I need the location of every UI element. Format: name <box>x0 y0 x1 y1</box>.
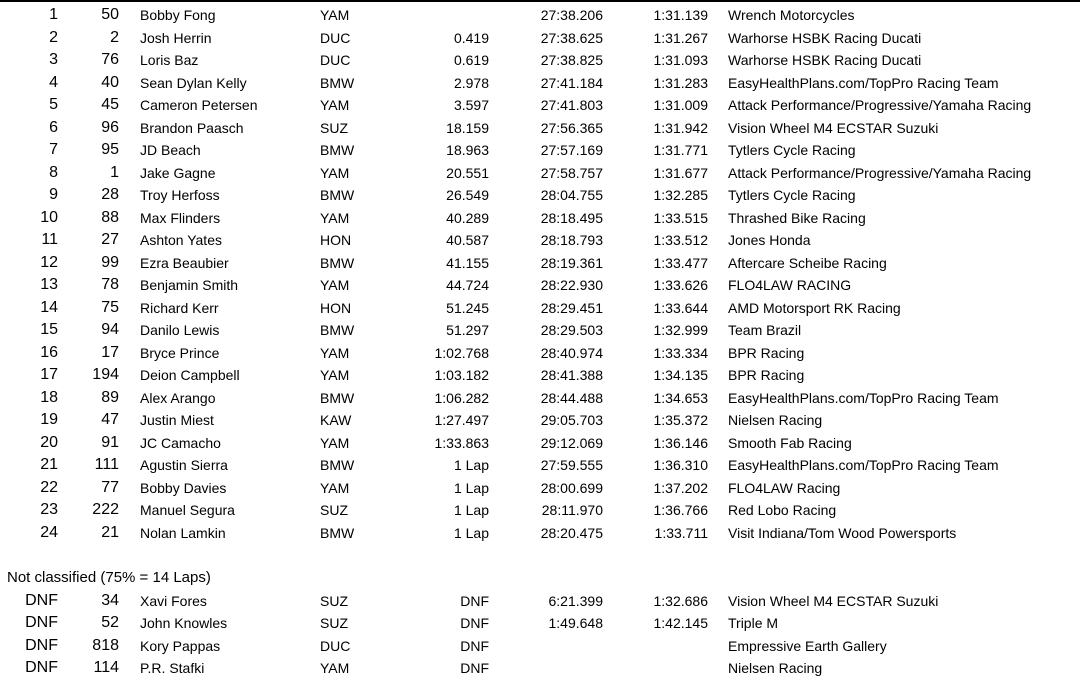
cell-pos: 5 <box>49 96 58 113</box>
result-row <box>0 297 1080 319</box>
cell-team: Empressive Earth Gallery <box>728 637 887 654</box>
cell-gap: 0.619 <box>453 52 489 68</box>
cell-team: Warhorse HSBK Racing Ducati <box>728 52 922 68</box>
cell-time: 28:29.503 <box>540 322 603 338</box>
cell-best: 1:32.285 <box>653 187 708 203</box>
cell-num: 50 <box>101 6 119 23</box>
cell-team: Tytlers Cycle Racing <box>728 142 856 158</box>
result-row <box>0 184 1080 206</box>
cell-time: 6:21.399 <box>548 592 603 609</box>
cell-num: 52 <box>101 614 119 631</box>
cell-pos: 22 <box>40 478 58 496</box>
cell-rider: Bryce Prince <box>140 344 220 361</box>
cell-gap: 1:03.182 <box>434 367 489 383</box>
cell-mfr: BMW <box>320 74 355 91</box>
cell-pos: 10 <box>40 208 58 226</box>
cell-num: 47 <box>101 411 119 428</box>
cell-rider: Xavi Fores <box>140 592 207 609</box>
cell-gap: DNF <box>460 637 489 654</box>
cell-gap: DNF <box>460 592 489 609</box>
cell-pos: 4 <box>49 73 58 91</box>
cell-mfr: YAM <box>320 660 350 676</box>
cell-team: Warhorse HSBK Racing Ducati <box>728 29 922 46</box>
cell-gap: 2.978 <box>453 74 489 91</box>
cell-team: Attack Performance/Progressive/Yamaha Racing <box>728 97 1032 113</box>
cell-pos: 11 <box>41 231 58 248</box>
cell-best: 1:33.644 <box>653 299 708 316</box>
cell-gap: 40.587 <box>446 232 489 248</box>
cell-mfr: HON <box>320 299 352 316</box>
cell-num: 40 <box>101 73 119 91</box>
cell-team: EasyHealthPlans.com/TopPro Racing Team <box>728 457 999 473</box>
cell-pos: 6 <box>49 118 58 136</box>
cell-best: 1:33.512 <box>653 232 708 248</box>
result-row <box>0 162 1080 184</box>
cell-mfr: YAM <box>320 344 350 361</box>
cell-time: 28:44.488 <box>540 389 603 406</box>
cell-pos: 8 <box>49 163 58 181</box>
cell-pos: 16 <box>40 343 58 361</box>
cell-best: 1:34.135 <box>653 367 708 383</box>
cell-time: 28:04.755 <box>540 187 603 203</box>
cell-best: 1:33.515 <box>653 209 708 226</box>
cell-num: 77 <box>101 478 119 496</box>
cell-rider: JD Beach <box>140 142 201 158</box>
cell-gap: 1 Lap <box>453 479 489 496</box>
cell-time: 28:41.388 <box>540 367 603 383</box>
cell-team: Thrashed Bike Racing <box>728 209 866 226</box>
cell-time: 28:29.451 <box>540 299 603 316</box>
cell-mfr: YAM <box>320 479 350 496</box>
cell-best: 1:31.093 <box>653 52 708 68</box>
result-row <box>0 364 1080 386</box>
cell-team: EasyHealthPlans.com/TopPro Racing Team <box>728 74 999 91</box>
cell-rider: Sean Dylan Kelly <box>140 74 247 91</box>
cell-gap: 1:06.282 <box>434 389 489 406</box>
cell-best: 1:36.310 <box>653 457 708 473</box>
cell-pos: DNF <box>25 614 58 631</box>
cell-team: Nielsen Racing <box>728 412 823 428</box>
result-row <box>0 499 1080 521</box>
cell-pos: 12 <box>40 253 58 271</box>
cell-pos: 2 <box>49 28 58 46</box>
cell-best: 1:35.372 <box>653 412 708 428</box>
cell-best: 1:31.771 <box>653 142 708 158</box>
cell-team: Vision Wheel M4 ECSTAR Suzuki <box>728 119 939 136</box>
cell-pos: 21 <box>40 456 58 473</box>
cell-rider: Benjamin Smith <box>140 277 239 293</box>
cell-mfr: YAM <box>320 97 350 113</box>
cell-mfr: BMW <box>320 524 355 541</box>
cell-time: 27:38.625 <box>540 29 603 46</box>
cell-mfr: DUC <box>320 29 351 46</box>
cell-num: 818 <box>92 636 119 654</box>
cell-rider: Troy Herfoss <box>140 187 220 203</box>
cell-best: 1:31.267 <box>653 29 708 46</box>
cell-mfr: YAM <box>320 434 350 451</box>
cell-team: Triple M <box>728 615 779 631</box>
cell-rider: Alex Arango <box>140 389 216 406</box>
cell-best: 1:37.202 <box>653 479 708 496</box>
result-row <box>0 229 1080 251</box>
cell-mfr: HON <box>320 232 352 248</box>
cell-team: Jones Honda <box>728 232 811 248</box>
cell-pos: 9 <box>49 186 58 203</box>
cell-gap: 40.289 <box>446 209 489 226</box>
cell-num: 222 <box>92 501 119 518</box>
cell-pos: 19 <box>40 411 58 428</box>
cell-mfr: BMW <box>320 389 355 406</box>
cell-mfr: YAM <box>320 277 350 293</box>
cell-pos: DNF <box>25 659 58 676</box>
cell-rider: Deion Campbell <box>140 367 240 383</box>
cell-best: 1:36.766 <box>653 502 708 518</box>
cell-rider: Jake Gagne <box>140 164 216 181</box>
cell-rider: P.R. Stafki <box>140 660 205 676</box>
not-classified-heading: Not classified (75% = 14 Laps) <box>7 569 211 586</box>
result-row <box>0 117 1080 139</box>
cell-pos: DNF <box>25 636 58 654</box>
cell-gap: 51.245 <box>446 299 489 316</box>
cell-time: 1:49.648 <box>548 615 603 631</box>
cell-mfr: SUZ <box>320 119 348 136</box>
cell-gap: 41.155 <box>446 254 489 271</box>
cell-best: 1:32.686 <box>653 592 708 609</box>
cell-time: 27:56.365 <box>540 119 603 136</box>
cell-gap: 1 Lap <box>453 524 489 541</box>
cell-pos: 1 <box>49 6 58 23</box>
cell-team: Visit Indiana/Tom Wood Powersports <box>728 524 957 541</box>
cell-mfr: SUZ <box>320 502 348 518</box>
cell-team: Nielsen Racing <box>728 660 823 676</box>
result-row <box>0 4 1080 26</box>
cell-team: FLO4LAW Racing <box>728 479 841 496</box>
cell-rider: JC Camacho <box>140 434 221 451</box>
cell-time: 29:12.069 <box>540 434 603 451</box>
cell-rider: Agustin Sierra <box>140 457 228 473</box>
top-rule <box>0 0 1080 2</box>
cell-gap: 0.419 <box>453 29 489 46</box>
result-row <box>0 432 1080 454</box>
cell-pos: 3 <box>49 51 58 68</box>
cell-best: 1:42.145 <box>653 615 708 631</box>
cell-num: 111 <box>94 456 119 473</box>
cell-rider: Kory Pappas <box>140 637 221 654</box>
cell-team: BPR Racing <box>728 344 805 361</box>
result-row <box>0 49 1080 71</box>
cell-time: 28:18.495 <box>540 209 603 226</box>
result-row <box>0 477 1080 499</box>
cell-rider: Danilo Lewis <box>140 322 220 338</box>
result-row <box>0 319 1080 341</box>
cell-time: 27:59.555 <box>540 457 603 473</box>
cell-time: 28:20.475 <box>540 524 603 541</box>
cell-gap: 20.551 <box>446 164 489 181</box>
cell-team: Team Brazil <box>728 322 802 338</box>
cell-rider: Loris Baz <box>140 52 199 68</box>
result-row <box>0 409 1080 431</box>
cell-time: 29:05.703 <box>540 412 603 428</box>
cell-num: 78 <box>101 276 119 293</box>
cell-best: 1:33.711 <box>654 524 708 541</box>
cell-num: 34 <box>101 591 119 609</box>
cell-team: Aftercare Scheibe Racing <box>728 254 887 271</box>
cell-num: 88 <box>101 208 119 226</box>
cell-time: 27:38.825 <box>540 52 603 68</box>
cell-gap: 18.159 <box>446 119 489 136</box>
result-row <box>0 635 1080 657</box>
result-row <box>0 387 1080 409</box>
cell-pos: 14 <box>40 298 58 316</box>
cell-best: 1:34.653 <box>653 389 708 406</box>
result-row <box>0 252 1080 274</box>
cell-num: 27 <box>101 231 119 248</box>
cell-time: 27:58.757 <box>540 164 603 181</box>
cell-time: 27:38.206 <box>540 7 603 23</box>
cell-time: 28:19.361 <box>540 254 603 271</box>
cell-gap: DNF <box>460 615 489 631</box>
cell-pos: 18 <box>40 388 58 406</box>
cell-rider: Cameron Petersen <box>140 97 258 113</box>
cell-num: 45 <box>101 96 119 113</box>
cell-gap: 3.597 <box>453 97 489 113</box>
cell-time: 28:40.974 <box>540 344 603 361</box>
cell-mfr: YAM <box>320 7 350 23</box>
result-row <box>0 94 1080 116</box>
cell-num: 21 <box>101 523 119 541</box>
result-row <box>0 139 1080 161</box>
cell-mfr: YAM <box>320 164 350 181</box>
cell-time: 28:11.970 <box>541 502 603 518</box>
result-row <box>0 207 1080 229</box>
cell-best: 1:31.942 <box>653 119 708 136</box>
cell-num: 75 <box>101 298 119 316</box>
cell-best: 1:31.139 <box>653 7 708 23</box>
cell-pos: 15 <box>40 321 58 338</box>
cell-best: 1:33.334 <box>653 344 708 361</box>
cell-best: 1:31.677 <box>653 164 708 181</box>
cell-best: 1:31.283 <box>653 74 708 91</box>
cell-rider: Justin Miest <box>140 412 214 428</box>
cell-gap: 44.724 <box>446 277 489 293</box>
cell-mfr: YAM <box>320 367 350 383</box>
cell-rider: Max Flinders <box>140 209 221 226</box>
cell-gap: 1 Lap <box>453 457 489 473</box>
cell-rider: Josh Herrin <box>140 29 212 46</box>
cell-mfr: BMW <box>320 142 355 158</box>
cell-best: 1:36.146 <box>653 434 708 451</box>
cell-team: Red Lobo Racing <box>728 502 837 518</box>
cell-team: EasyHealthPlans.com/TopPro Racing Team <box>728 389 999 406</box>
result-row <box>0 342 1080 364</box>
cell-pos: 17 <box>40 366 58 383</box>
cell-mfr: YAM <box>320 209 350 226</box>
cell-mfr: DUC <box>320 637 351 654</box>
cell-gap: 1 Lap <box>453 502 489 518</box>
cell-mfr: BMW <box>320 322 355 338</box>
cell-num: 94 <box>101 321 119 338</box>
cell-pos: 7 <box>49 141 58 158</box>
cell-gap: 18.963 <box>446 142 489 158</box>
cell-time: 28:22.930 <box>540 277 603 293</box>
cell-pos: 20 <box>40 433 58 451</box>
cell-num: 76 <box>101 51 119 68</box>
cell-best: 1:33.626 <box>653 277 708 293</box>
cell-rider: Manuel Segura <box>140 502 235 518</box>
cell-pos: 23 <box>40 501 58 518</box>
cell-mfr: BMW <box>320 254 355 271</box>
cell-num: 1 <box>110 163 119 181</box>
result-row <box>0 454 1080 476</box>
cell-num: 89 <box>101 388 119 406</box>
cell-pos: DNF <box>25 591 58 609</box>
cell-num: 114 <box>93 659 119 676</box>
cell-num: 2 <box>110 28 119 46</box>
cell-time: 27:41.184 <box>540 74 603 91</box>
cell-mfr: DUC <box>320 52 351 68</box>
cell-mfr: BMW <box>320 187 355 203</box>
cell-num: 96 <box>101 118 119 136</box>
cell-rider: Ashton Yates <box>140 232 222 248</box>
cell-best: 1:32.999 <box>653 322 708 338</box>
cell-rider: Bobby Davies <box>140 479 227 496</box>
result-row <box>0 274 1080 296</box>
result-row <box>0 27 1080 49</box>
result-row <box>0 612 1080 634</box>
cell-pos: 24 <box>40 523 58 541</box>
result-row <box>0 72 1080 94</box>
cell-best: 1:33.477 <box>653 254 708 271</box>
cell-rider: Richard Kerr <box>140 299 219 316</box>
cell-pos: 13 <box>40 276 58 293</box>
cell-gap: 1:02.768 <box>434 344 489 361</box>
cell-num: 17 <box>101 343 119 361</box>
cell-team: Smooth Fab Racing <box>728 434 852 451</box>
cell-time: 28:00.699 <box>540 479 603 496</box>
result-row <box>0 590 1080 612</box>
cell-team: AMD Motorsport RK Racing <box>728 299 901 316</box>
cell-num: 95 <box>101 141 119 158</box>
cell-team: Tytlers Cycle Racing <box>728 187 856 203</box>
cell-mfr: SUZ <box>320 615 348 631</box>
cell-gap: DNF <box>460 660 489 676</box>
cell-rider: Bobby Fong <box>140 7 216 23</box>
cell-team: BPR Racing <box>728 367 805 383</box>
cell-gap: 26.549 <box>446 187 489 203</box>
cell-num: 99 <box>101 253 119 271</box>
cell-num: 194 <box>92 366 119 383</box>
cell-best: 1:31.009 <box>653 97 708 113</box>
cell-gap: 51.297 <box>446 322 489 338</box>
cell-mfr: BMW <box>320 457 355 473</box>
cell-rider: Ezra Beaubier <box>140 254 229 271</box>
cell-gap: 1:33.863 <box>434 434 489 451</box>
cell-time: 27:41.803 <box>540 97 603 113</box>
cell-num: 91 <box>101 433 119 451</box>
cell-mfr: SUZ <box>320 592 348 609</box>
cell-time: 27:57.169 <box>540 142 603 158</box>
cell-team: FLO4LAW RACING <box>728 277 852 293</box>
cell-mfr: KAW <box>320 412 352 428</box>
result-row <box>0 522 1080 544</box>
cell-time: 28:18.793 <box>540 232 603 248</box>
cell-num: 28 <box>101 186 119 203</box>
cell-rider: Brandon Paasch <box>140 119 244 136</box>
cell-gap: 1:27.497 <box>434 412 489 428</box>
cell-rider: Nolan Lamkin <box>140 524 226 541</box>
cell-team: Wrench Motorcycles <box>728 7 855 23</box>
cell-team: Vision Wheel M4 ECSTAR Suzuki <box>728 592 939 609</box>
result-row <box>0 657 1080 679</box>
cell-team: Attack Performance/Progressive/Yamaha Racing <box>728 164 1032 181</box>
cell-rider: John Knowles <box>140 615 228 631</box>
